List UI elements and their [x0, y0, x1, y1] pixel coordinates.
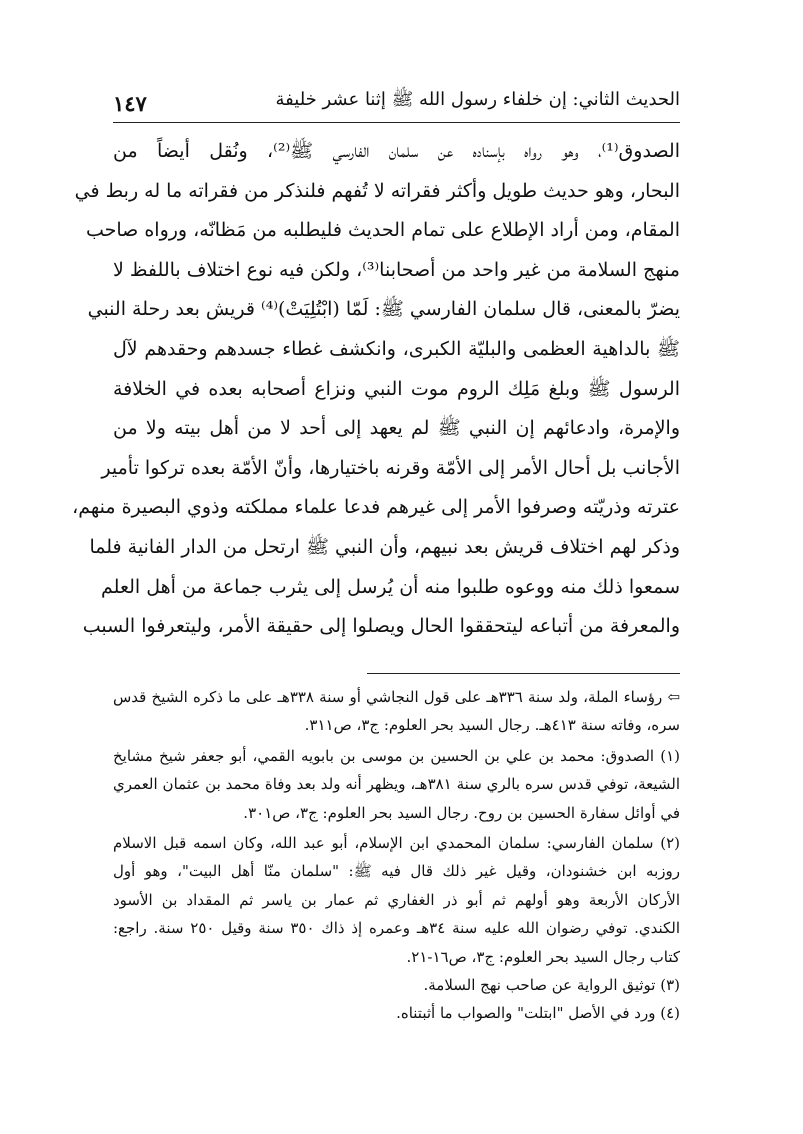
- footnote-line: في أوائل سفارة الحسين بن روح. رجال السيد بحر العلوم: ج٣، ص٣٠١.: [243, 803, 680, 822]
- text-line: والمعرفة من أتباعه ليتحققوا الحال ويصلوا إلى حقيقة الأمر، وليتعرفوا السبب: [82, 615, 680, 638]
- text-line: عترته وذريّته وصرفوا الأمر إلى غيرهم فدعا علماء مملكته وذوي البصيرة منهم،: [72, 496, 680, 519]
- footnote-4: [113, 999, 680, 1027]
- text-line: الأجانب بل أحال الأمر إلى الأمّة وقرنه باختيارها، وأنّ الأمّة بعده تركوا تأمير: [101, 456, 680, 479]
- footnote-divider: [367, 673, 680, 674]
- footnote-line: (٤) ورد في الأصل "ابتلت" والصواب ما أثبتناه.: [396, 1004, 680, 1023]
- text-line: ﷺ بالداهية العظمى والبليّة الكبرى، وانكشف غطاء جسدهم وحقدهم لآل: [113, 337, 680, 360]
- footnotes: [113, 683, 680, 1028]
- footnote-continued: [113, 683, 680, 740]
- text-line: سمعوا ذلك منه ووعوه طلبوا منه أن يُرسل إلى يثرب جماعة من أهل العلم: [101, 575, 680, 598]
- text-line: وذكر لهم اختلاف قريش بعد نبيهم، وأن النبي ﷺ ارتحل من الدار الفانية فلما: [89, 535, 680, 558]
- text-line: المقام، ومن أراد الإطلاع على تمام الحديث فليطلبه من مَظانّه، ورواه صاحب: [85, 219, 680, 242]
- text-line: والإمرة، وادعائهم إن النبي ﷺ لم يعهد إلى أحد لا من أهل بيته ولا من: [113, 417, 680, 440]
- footnote-line: ⇦ رؤساء الملة، ولد سنة ٣٣٦هـ على قول النجاشي أو سنة ٣٣٨هـ على ما ذكره الشيخ قدس: [113, 688, 681, 706]
- footnote-3: [113, 971, 680, 999]
- footnote-line: الشيعة، توفي قدس سره بالري سنة ٣٨١هـ، ويظهر أنه ولد بعد وفاة محمد بن عثمان العمري: [113, 775, 680, 794]
- text-line: منهج السلامة من غير واحد من أصحابنا⁽³⁾، ولكن فيه نوع اختلاف باللفظ لا: [113, 258, 680, 281]
- page-number: ١٤٧: [113, 91, 147, 116]
- footnote-2: [113, 829, 680, 971]
- footnote-line: (٢) سلمان الفارسي: سلمان المحمدي ابن الإسلام، أبو عبد الله، وكان اسمه قبل الاسلام: [113, 833, 680, 852]
- text-line: الرسول ﷺ وبلغ مَلِك الروم موت النبي ونزاع أصحابه بعده في الخلافة: [113, 377, 680, 400]
- footnote-line: الأركان الأربعة وهو أولهم ثم أبو ذر الغفاري ثم عمار بن ياسر ثم المقداد بن الأسود: [113, 890, 680, 909]
- footnote-line: روزبه ابن خشنودان، وقيل غير ذلك قال فيه ﷺ: "سلمان منّا أهل البيت"، وهو أول: [113, 862, 680, 881]
- text-line: الصدوق⁽¹⁾، وهو رواه بإسناده عن سلمان الفارسي ﷺ⁽²⁾، ونُقل أيضاً من: [113, 140, 680, 162]
- running-head: الحديث الثاني: إن خلفاء رسول الله ﷺ إثنا عشر خليفة: [275, 89, 680, 110]
- footnote-1: [113, 742, 680, 827]
- text-line: يضرّ بالمعنى، قال سلمان الفارسي ﷺ: لَمّا (ابْتُلِيَتْ)⁽⁴⁾ قريش بعد رحلة النبي: [87, 298, 680, 321]
- footnote-line: سره، وفاته سنة ٤١٣هـ. رجال السيد بحر العلوم: ج٣، ص٣١١.: [304, 716, 680, 735]
- footnote-line: (١) الصدوق: محمد بن علي بن الحسين بن موسى بن بابويه القمي، أبو جعفر شيخ مشايخ: [113, 746, 680, 765]
- text-line: البحار، وهو حديث طويل وأكثر فقراته لا تُفهم فلنذكر من فقراته ما له ربط في: [74, 179, 680, 202]
- footnote-line: كتاب رجال السيد بحر العلوم: ج٣، ص١٦-٢١.: [406, 947, 680, 966]
- main-text: [72, 132, 680, 647]
- page-header: [113, 82, 680, 123]
- footnote-line: (٣) توثيق الرواية عن صاحب نهج السلامة.: [423, 975, 680, 994]
- footnote-line: الكندي. توفي رضوان الله عليه سنة ٣٤هـ وعمره إذ ذاك ٣٥٠ سنة وقيل ٢٥٠ سنة. راجع:: [113, 919, 680, 938]
